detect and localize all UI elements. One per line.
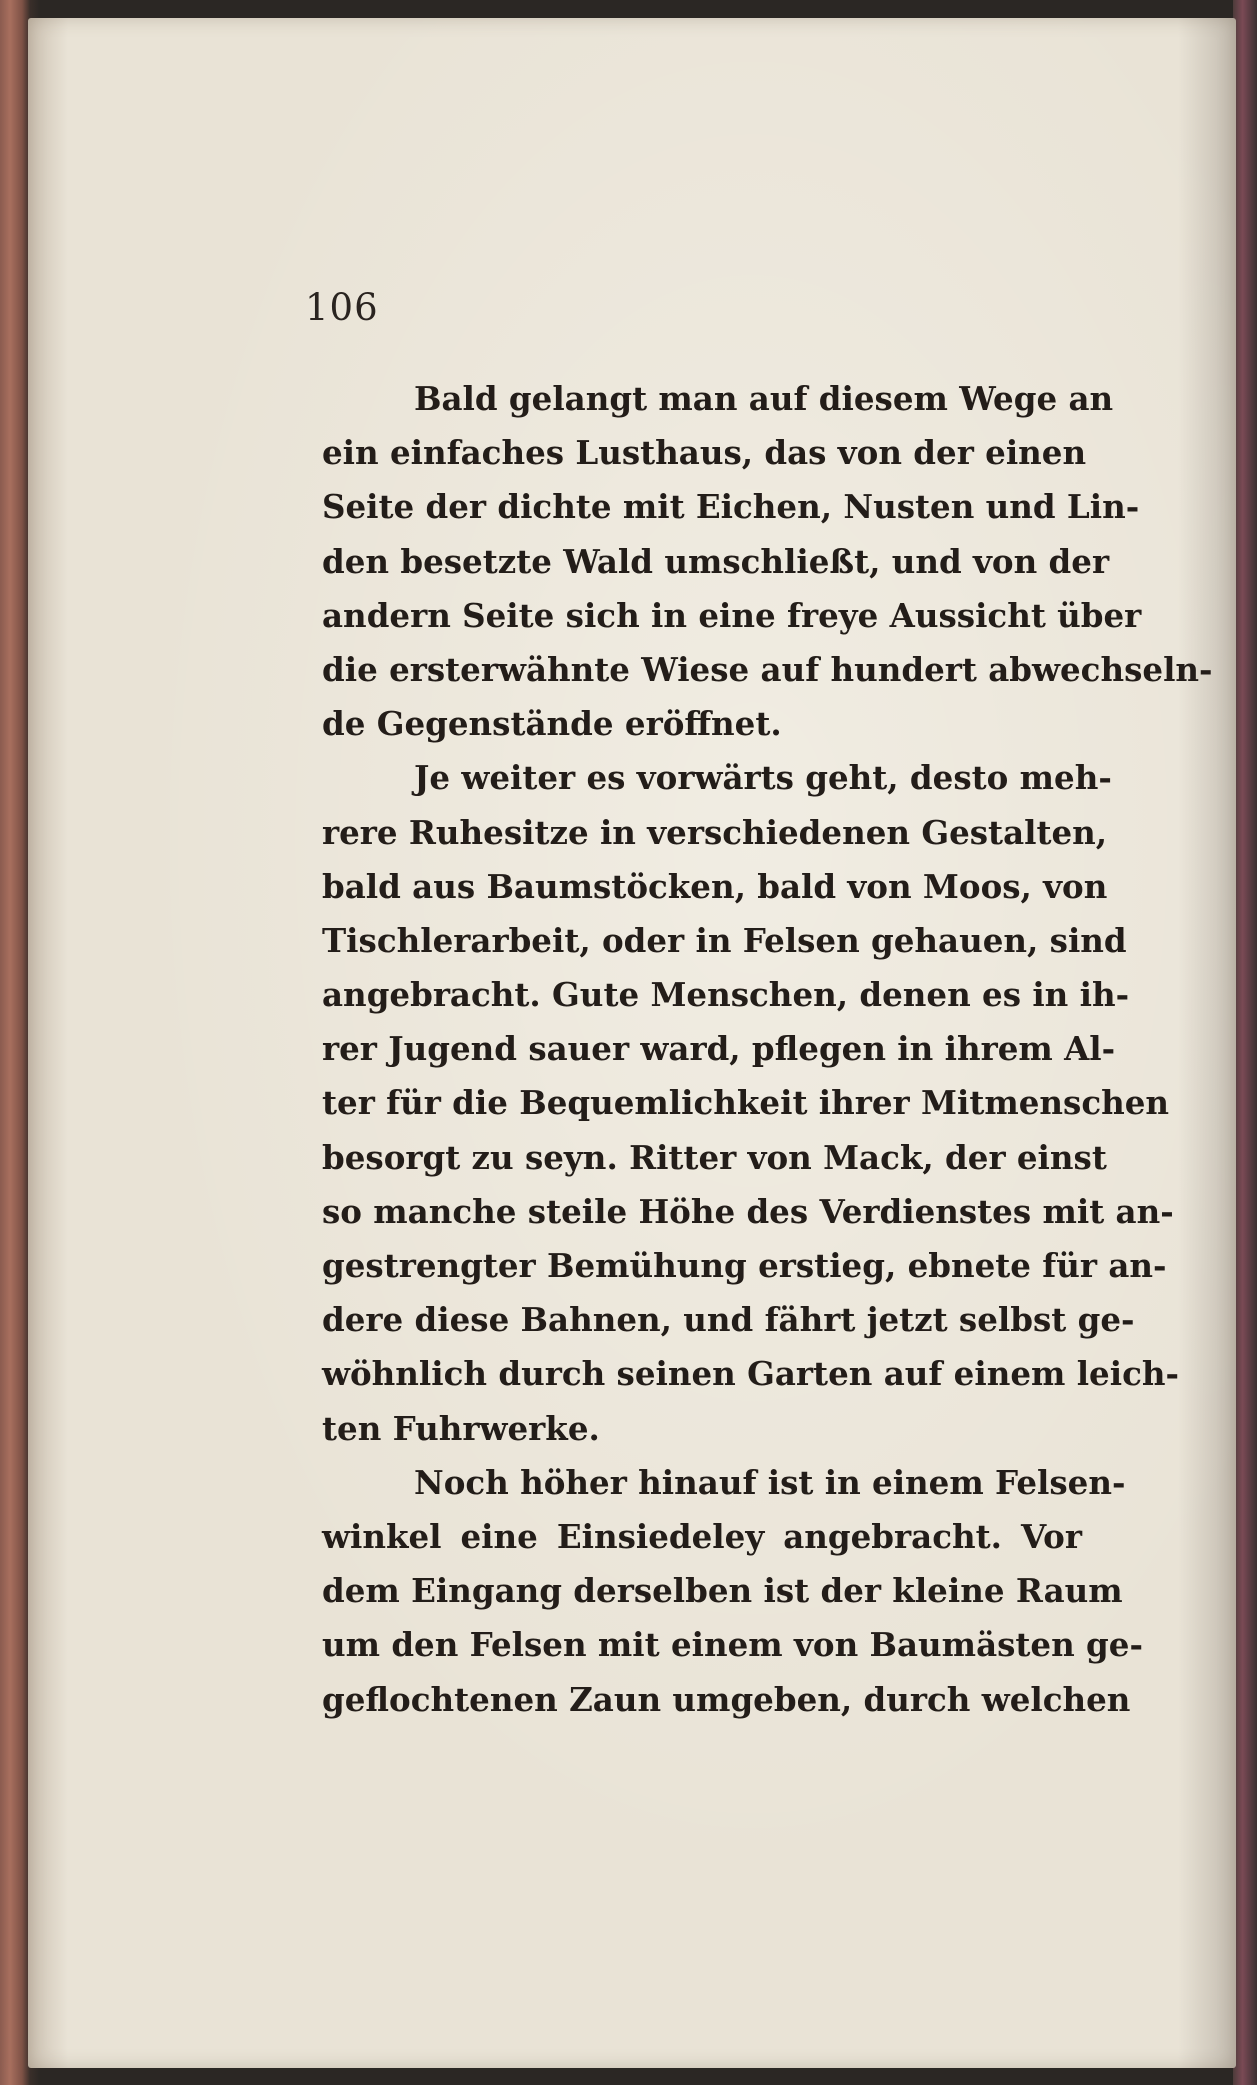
text-line: Tischlerarbeit, oder in Felsen gehauen, sind [322,920,1127,960]
text-line: ter für die Bequemlichkeit ihrer Mitmenschen [322,1083,1170,1123]
text-line: besorgt zu seyn. Ritter von Mack, der einst [322,1137,1107,1177]
text-line: Bald gelangt man auf diesem Wege an [414,379,1114,418]
text-line: ten Fuhrwerke. [322,1408,600,1448]
text-line: so manche steile Höhe des Verdienstes mit an- [322,1191,1174,1231]
text-line: wöhnlich durch seinen Garten auf einem leich- [322,1354,1179,1394]
body-text [322,372,1213,1727]
text-line: angebracht. Gute Menschen, denen es in ih- [322,975,1130,1015]
text-line: die ersterwähnte Wiese auf hundert abwechseln- [322,649,1213,689]
text-line: geflochtenen Zaun umgeben, durch welchen [322,1679,1131,1719]
text-line: bald aus Baumstöcken, bald von Moos, von [322,866,1108,906]
paragraph-1 [322,372,1213,751]
text-line: Noch höher hinauf ist in einem Felsen- [414,1462,1126,1502]
text-line: de Gegenstände eröffnet. [322,704,782,744]
text-line: andern Seite sich in eine freye Aussicht über [322,595,1142,635]
text-line: um den Felsen mit einem von Baumästen ge- [322,1625,1143,1665]
text-line: rer Jugend sauer ward, pflegen in ihrem Al- [322,1029,1116,1069]
text-line: Je weiter es vorwärts geht, desto meh- [414,758,1112,798]
text-line: dere diese Bahnen, und fährt jetzt selbst ge- [322,1300,1135,1340]
book-cover-edge-right [1233,0,1257,2085]
text-line: ein einfaches Lusthaus, das von der einen [322,433,1087,473]
text-line: dem Eingang derselben ist der kleine Raum [322,1571,1123,1611]
text-line: winkel eine Einsiedeley angebracht. Vor [322,1516,1082,1556]
paragraph-3 [322,1456,1143,1727]
page-number: 106 [305,286,379,329]
paragraph-2 [322,751,1179,1455]
text-line: Seite der dichte mit Eichen, Nusten und Lin- [322,487,1140,527]
text-line: den besetzte Wald umschließt, und von der [322,541,1110,581]
text-line: rere Ruhesitze in verschiedenen Gestalten, [322,812,1108,852]
text-line: gestrengter Bemühung erstieg, ebnete für an- [322,1246,1167,1285]
